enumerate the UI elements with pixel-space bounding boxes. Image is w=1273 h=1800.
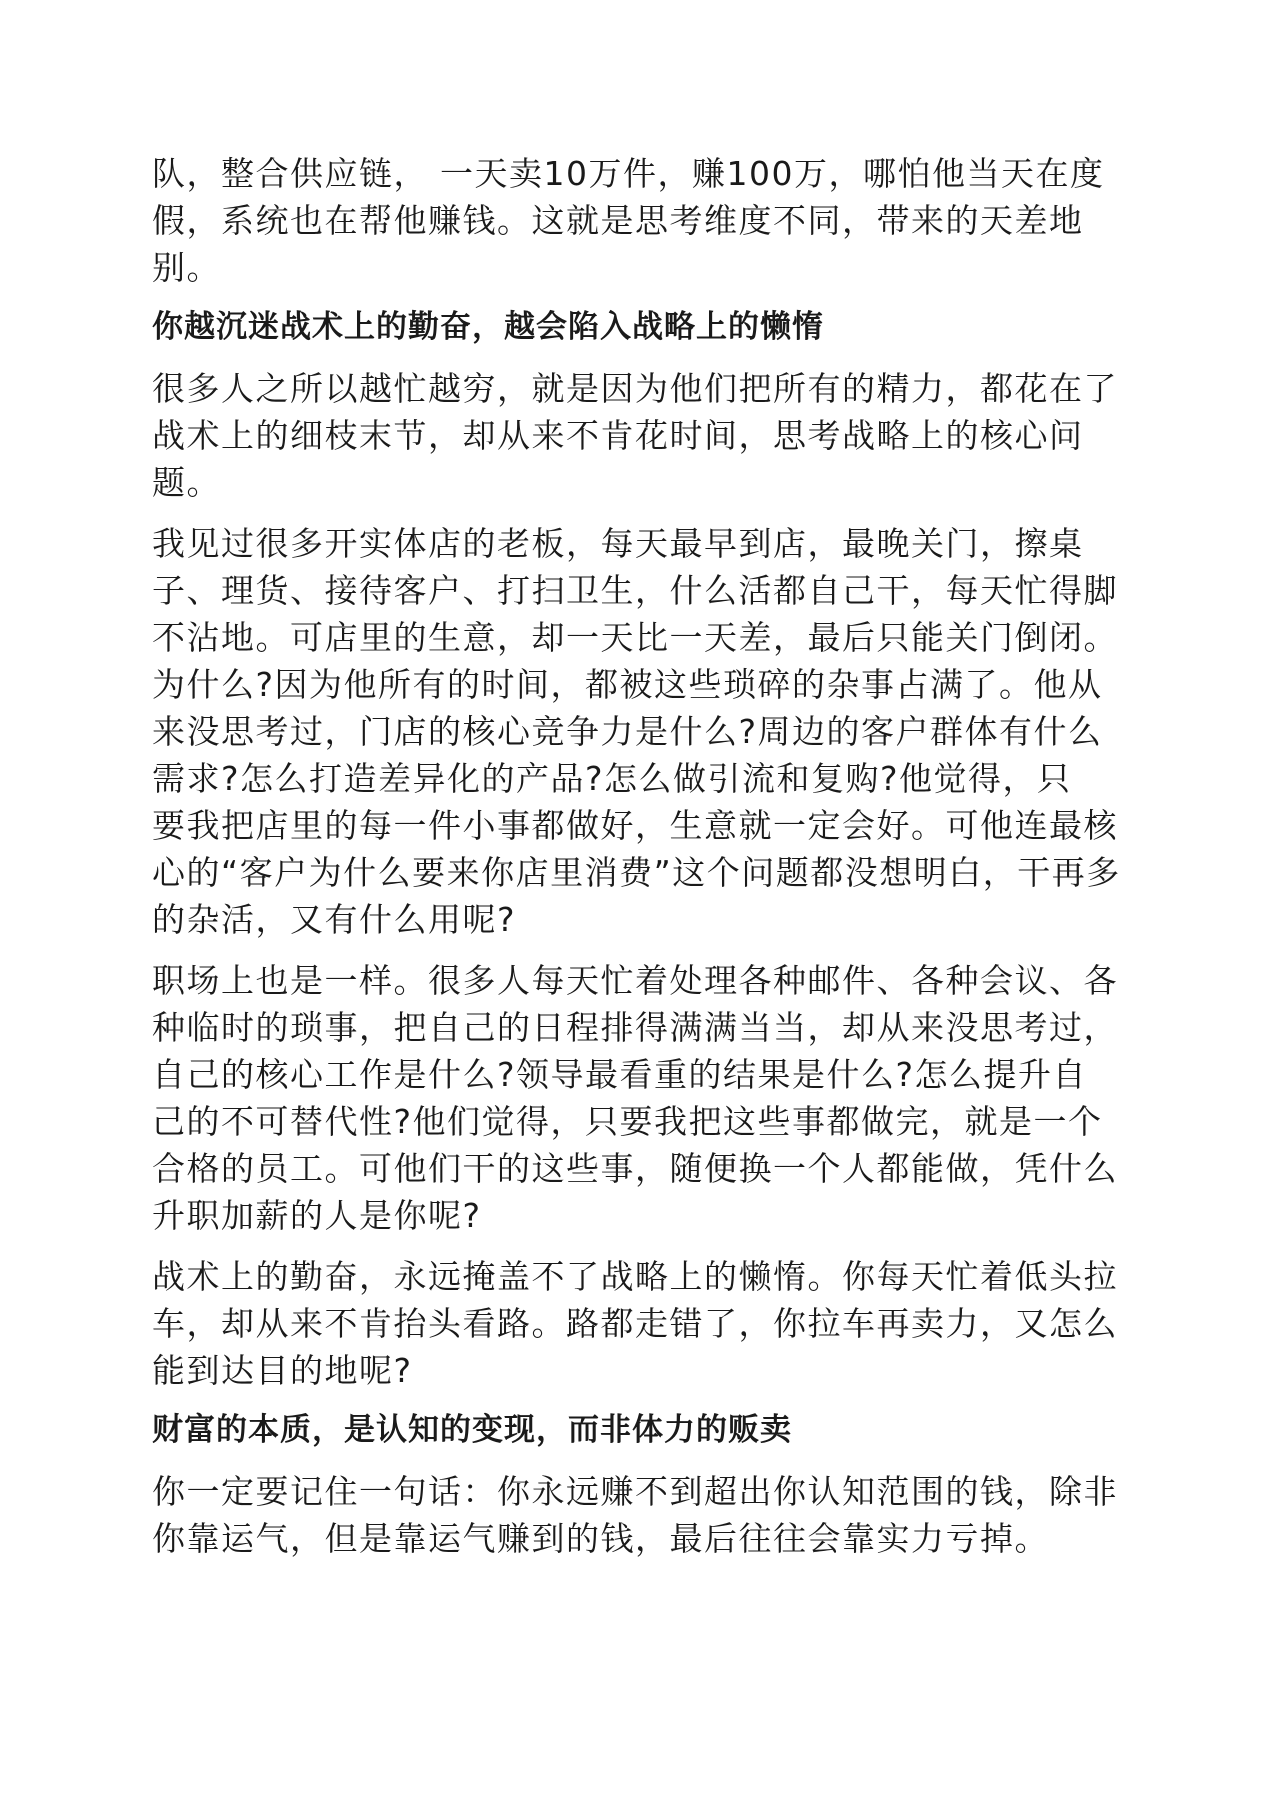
- heading-text: 你越沉迷战术上的勤奋，越会陷入战略上的懒惰: [152, 309, 824, 345]
- text-line: 能到达目的地呢?: [152, 1351, 413, 1390]
- text-line: 题。: [152, 463, 221, 502]
- text-line: 子、理货、接待客户、打扫卫生，什么活都自己干，每天忙得脚: [152, 571, 1118, 610]
- paragraph: [152, 365, 1132, 506]
- text-line: 我见过很多开实体店的老板，每天最早到店，最晚关门，擦桌: [152, 524, 1084, 563]
- text-line: 你靠运气，但是靠运气赚到的钱，最后往往会靠实力亏掉。: [152, 1519, 1049, 1558]
- text-line: 的杂活，又有什么用呢?: [152, 900, 517, 939]
- paragraph: [152, 1253, 1132, 1394]
- text-line: 战术上的细枝末节，却从来不肯花时间，思考战略上的核心问: [152, 416, 1084, 455]
- text-line: 很多人之所以越忙越穷，就是因为他们把所有的精力，都花在了: [152, 369, 1118, 408]
- section-heading: [152, 1408, 1132, 1452]
- text-line: 升职加薪的人是你呢?: [152, 1196, 482, 1235]
- text-line: 别。: [152, 248, 221, 287]
- text-line: 为什么?因为他所有的时间，都被这些琐碎的杂事占满了。他从: [152, 665, 1103, 704]
- text-line: 不沾地。可店里的生意，却一天比一天差，最后只能关门倒闭。: [152, 618, 1118, 657]
- text-line: 车，却从来不肯抬头看路。路都走错了，你拉车再卖力，又怎么: [152, 1304, 1118, 1343]
- paragraph: [152, 520, 1132, 943]
- text-line: 种临时的琐事，把自己的日程排得满满当当，却从来没思考过，: [152, 1008, 1118, 1047]
- text-line: 来没思考过，门店的核心竞争力是什么?周边的客户群体有什么: [152, 712, 1103, 751]
- text-line: 你一定要记住一句话：你永远赚不到超出你认知范围的钱，除非: [152, 1472, 1118, 1511]
- text-line: 队，整合供应链， 一天卖10万件，赚100万，哪怕他当天在度: [152, 154, 1105, 193]
- document-body: [152, 150, 1132, 1576]
- heading-text: 财富的本质，是认知的变现，而非体力的贩卖: [152, 1412, 792, 1448]
- text-line: 自己的核心工作是什么?领导最看重的结果是什么?怎么提升自: [152, 1055, 1088, 1094]
- text-line: 己的不可替代性?他们觉得，只要我把这些事都做完，就是一个: [152, 1102, 1103, 1141]
- text-line: 要我把店里的每一件小事都做好，生意就一定会好。可他连最核: [152, 806, 1118, 845]
- text-line: 战术上的勤奋，永远掩盖不了战略上的懒惰。你每天忙着低头拉: [152, 1257, 1118, 1296]
- paragraph: [152, 1468, 1132, 1562]
- text-line: 心的“客户为什么要来你店里消费”这个问题都没想明白，干再多: [152, 853, 1121, 892]
- text-line: 合格的员工。可他们干的这些事，随便换一个人都能做，凭什么: [152, 1149, 1118, 1188]
- text-line: 假，系统也在帮他赚钱。这就是思考维度不同，带来的天差地: [152, 201, 1084, 240]
- section-heading: [152, 305, 1132, 349]
- paragraph: [152, 957, 1132, 1239]
- paragraph: [152, 150, 1132, 291]
- text-line: 需求?怎么打造差异化的产品?怎么做引流和复购?他觉得，只: [152, 759, 1072, 798]
- text-line: 职场上也是一样。很多人每天忙着处理各种邮件、各种会议、各: [152, 961, 1118, 1000]
